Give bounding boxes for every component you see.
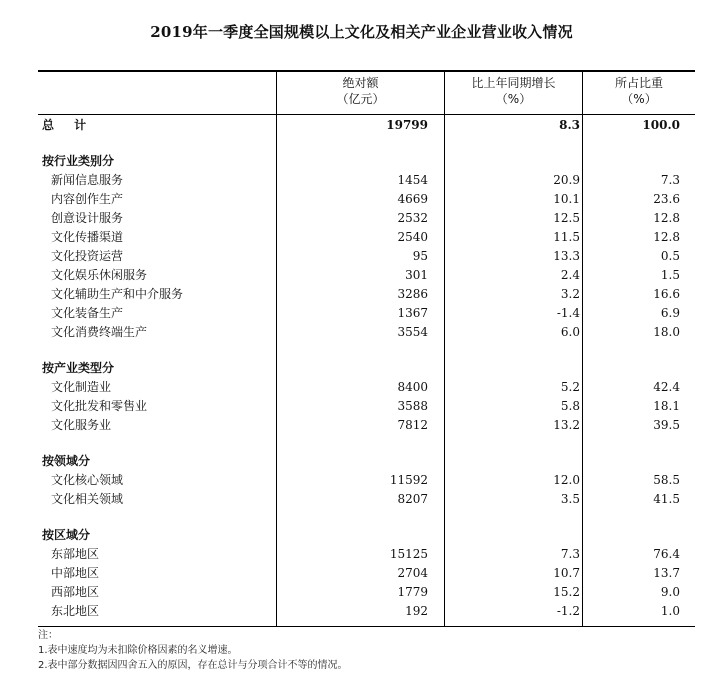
row-label: 文化传播渠道	[51, 230, 124, 244]
growth-value: 15.2	[553, 585, 580, 599]
absolute-value: 15125	[389, 547, 428, 561]
absolute-value: 11592	[389, 473, 428, 487]
share-value: 41.5	[653, 492, 680, 506]
row-label: 文化核心领域	[51, 473, 124, 487]
absolute-value: 2540	[397, 230, 428, 244]
growth-value: 6.0	[560, 325, 580, 339]
row-label: 内容创作生产	[51, 192, 124, 206]
header-share-name: 所占比重	[614, 76, 663, 90]
table-row	[38, 247, 695, 266]
table-row	[38, 378, 695, 397]
absolute-value: 1779	[397, 585, 428, 599]
growth-value: -1.2	[556, 604, 580, 618]
growth-value: 2.4	[560, 268, 580, 282]
table-row	[38, 397, 695, 416]
share-value: 100.0	[642, 118, 680, 132]
table-row	[38, 602, 695, 621]
share-value: 18.1	[653, 399, 680, 413]
header-share-unit: （%）	[621, 92, 657, 106]
row-label: 按区域分	[42, 528, 91, 542]
growth-value: 13.3	[553, 249, 580, 263]
table-row	[38, 190, 695, 209]
table-row	[38, 545, 695, 564]
growth-value: 11.5	[553, 230, 580, 244]
row-label: 文化辅助生产和中介服务	[51, 287, 184, 301]
absolute-value: 19799	[386, 118, 428, 132]
row-label: 文化消费终端生产	[51, 325, 148, 339]
share-value: 42.4	[653, 380, 680, 394]
share-value: 7.3	[660, 173, 680, 187]
row-label: 按产业类型分	[42, 361, 115, 375]
share-value: 76.4	[653, 547, 680, 561]
share-value: 1.0	[660, 604, 680, 618]
row-label: 东部地区	[51, 547, 100, 561]
absolute-value: 4669	[397, 192, 428, 206]
row-label: 按领域分	[42, 454, 91, 468]
absolute-value: 3286	[397, 287, 428, 301]
growth-value: 20.9	[553, 173, 580, 187]
share-value: 13.7	[653, 566, 680, 580]
absolute-value: 95	[412, 249, 428, 263]
table-row	[38, 304, 695, 323]
notes-heading: 注：	[38, 630, 58, 641]
growth-value: 10.1	[553, 192, 580, 206]
notes	[38, 628, 348, 673]
page-title: 2019年一季度全国规模以上文化及相关产业企业营业收入情况	[150, 23, 573, 41]
share-value: 58.5	[653, 473, 680, 487]
share-value: 12.8	[653, 211, 680, 225]
header-absolute-name: 绝对额	[342, 76, 379, 90]
absolute-value: 301	[405, 268, 428, 282]
row-label: 文化娱乐休闲服务	[51, 268, 148, 282]
table-top-rule	[38, 70, 695, 72]
table-row	[38, 209, 695, 228]
absolute-value: 2532	[397, 211, 428, 225]
table-row	[38, 266, 695, 285]
absolute-value: 7812	[397, 418, 428, 432]
row-label: 西部地区	[51, 585, 100, 599]
header-absolute-unit: （亿元）	[336, 92, 385, 106]
section-header	[38, 152, 695, 171]
table-row	[38, 416, 695, 435]
header-growth	[445, 75, 582, 107]
table-row	[38, 285, 695, 304]
row-label: 中部地区	[51, 566, 100, 580]
row-label: 文化批发和零售业	[51, 399, 148, 413]
growth-value: 7.3	[560, 547, 580, 561]
header-share	[583, 75, 695, 107]
row-label: 总 计	[42, 118, 95, 132]
table-header-rule	[38, 114, 695, 115]
share-value: 9.0	[660, 585, 680, 599]
table-row	[38, 490, 695, 509]
section-header	[38, 359, 695, 378]
table-bottom-rule	[38, 626, 695, 627]
share-value: 23.6	[653, 192, 680, 206]
share-value: 12.8	[653, 230, 680, 244]
absolute-value: 2704	[397, 566, 428, 580]
growth-value: 5.2	[560, 380, 580, 394]
absolute-value: 192	[405, 604, 428, 618]
note-item: 2.表中部分数据因四舍五入的原因，存在总计与分项合计不等的情况。	[38, 660, 348, 671]
growth-value: -1.4	[556, 306, 580, 320]
table-row	[38, 564, 695, 583]
absolute-value: 8207	[397, 492, 428, 506]
absolute-value: 3588	[397, 399, 428, 413]
section-header	[38, 526, 695, 545]
absolute-value: 1367	[397, 306, 428, 320]
share-value: 18.0	[653, 325, 680, 339]
table-row	[38, 228, 695, 247]
share-value: 6.9	[660, 306, 680, 320]
row-label: 文化装备生产	[51, 306, 124, 320]
growth-value: 5.8	[560, 399, 580, 413]
table-row	[38, 471, 695, 490]
note-item: 1.表中速度均为未扣除价格因素的名义增速。	[38, 645, 238, 656]
growth-value: 8.3	[559, 118, 580, 132]
total-row	[38, 116, 695, 135]
section-header	[38, 452, 695, 471]
share-value: 16.6	[653, 287, 680, 301]
absolute-value: 8400	[397, 380, 428, 394]
header-growth-name: 比上年同期增长	[471, 76, 556, 90]
share-value: 39.5	[653, 418, 680, 432]
row-label: 创意设计服务	[51, 211, 124, 225]
row-label: 文化服务业	[51, 418, 112, 432]
growth-value: 12.0	[553, 473, 580, 487]
header-growth-unit: （%）	[495, 92, 532, 106]
row-label: 文化制造业	[51, 380, 112, 394]
growth-value: 3.2	[560, 287, 580, 301]
growth-value: 3.5	[560, 492, 580, 506]
growth-value: 10.7	[553, 566, 580, 580]
growth-value: 13.2	[553, 418, 580, 432]
row-label: 文化相关领域	[51, 492, 124, 506]
row-label: 新闻信息服务	[51, 173, 124, 187]
table-row	[38, 583, 695, 602]
absolute-value: 3554	[397, 325, 428, 339]
growth-value: 12.5	[553, 211, 580, 225]
row-label: 按行业类别分	[42, 154, 115, 168]
table-row	[38, 323, 695, 342]
share-value: 0.5	[660, 249, 680, 263]
absolute-value: 1454	[397, 173, 428, 187]
share-value: 1.5	[660, 268, 680, 282]
table-row	[38, 171, 695, 190]
row-label: 文化投资运营	[51, 249, 124, 263]
header-absolute	[277, 75, 444, 107]
row-label: 东北地区	[51, 604, 100, 618]
